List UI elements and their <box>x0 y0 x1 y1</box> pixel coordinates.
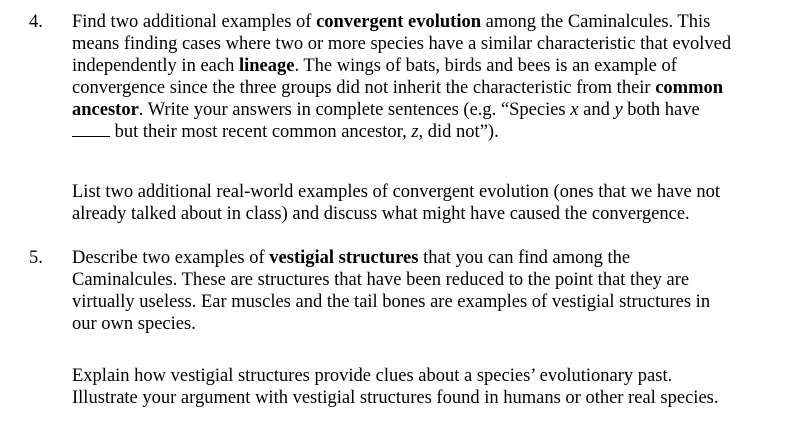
question-4-instructions <box>72 11 784 143</box>
text-run: independently in each <box>72 56 239 76</box>
text-run: but their most recent common ancestor, <box>110 122 412 142</box>
text-run: that you can find among the <box>418 248 631 268</box>
text-line: virtually useless. Ear muscles and the tail bones are examples of vestigial structures in <box>72 292 711 312</box>
text-line: Illustrate your argument with vestigial structures found in humans or other real species. <box>72 388 719 408</box>
text-run: Describe two examples of <box>72 248 270 268</box>
text-line: Caminalcules. These are structures that have been reduced to the point that they are <box>72 270 690 290</box>
text-run: both have <box>622 100 700 120</box>
question-5-followup <box>72 365 784 409</box>
text-line <box>72 99 784 121</box>
term-ancestor: ancestor <box>72 100 139 120</box>
term-convergent-evolution: convergent evolution <box>316 12 481 32</box>
text-line <box>72 121 784 143</box>
text-line: already talked about in class) and discuss what might have caused the convergence. <box>72 204 690 224</box>
text-run: . Write your answers in complete sentences (e.g. “Species <box>138 100 571 120</box>
text-line: our own species. <box>72 314 196 334</box>
text-run: Find two additional examples of <box>72 12 317 32</box>
term-vestigial-structures: vestigial structures <box>269 248 419 268</box>
question-5-instructions <box>72 247 784 335</box>
text-run: and <box>578 100 615 120</box>
variable-y: y <box>614 100 623 120</box>
text-line <box>72 77 784 99</box>
answer-blank <box>72 122 110 137</box>
text-line: List two additional real-world examples of convergent evolution (ones that we have not <box>72 182 721 202</box>
text-line <box>72 247 784 269</box>
text-line: Explain how vestigial structures provide clues about a species’ evolutionary past. <box>72 366 673 386</box>
text-run: convergence since the three groups did not inherit the characteristic from their <box>72 78 656 98</box>
question-number: 5. <box>29 248 43 268</box>
text-run: . The wings of bats, birds and bees is an example of <box>294 56 677 76</box>
question-number: 4. <box>29 12 43 32</box>
term-common: common <box>655 78 724 98</box>
text-line <box>72 11 784 33</box>
variable-z: z <box>411 122 419 142</box>
text-run: among the Caminalcules. This <box>481 12 711 32</box>
text-line: means finding cases where two or more species have a similar characteristic that evolved <box>72 34 732 54</box>
question-4-followup <box>72 181 784 225</box>
term-lineage: lineage <box>238 56 295 76</box>
variable-x: x <box>570 100 579 120</box>
text-line <box>72 55 784 77</box>
text-run: , did not”). <box>418 122 499 142</box>
